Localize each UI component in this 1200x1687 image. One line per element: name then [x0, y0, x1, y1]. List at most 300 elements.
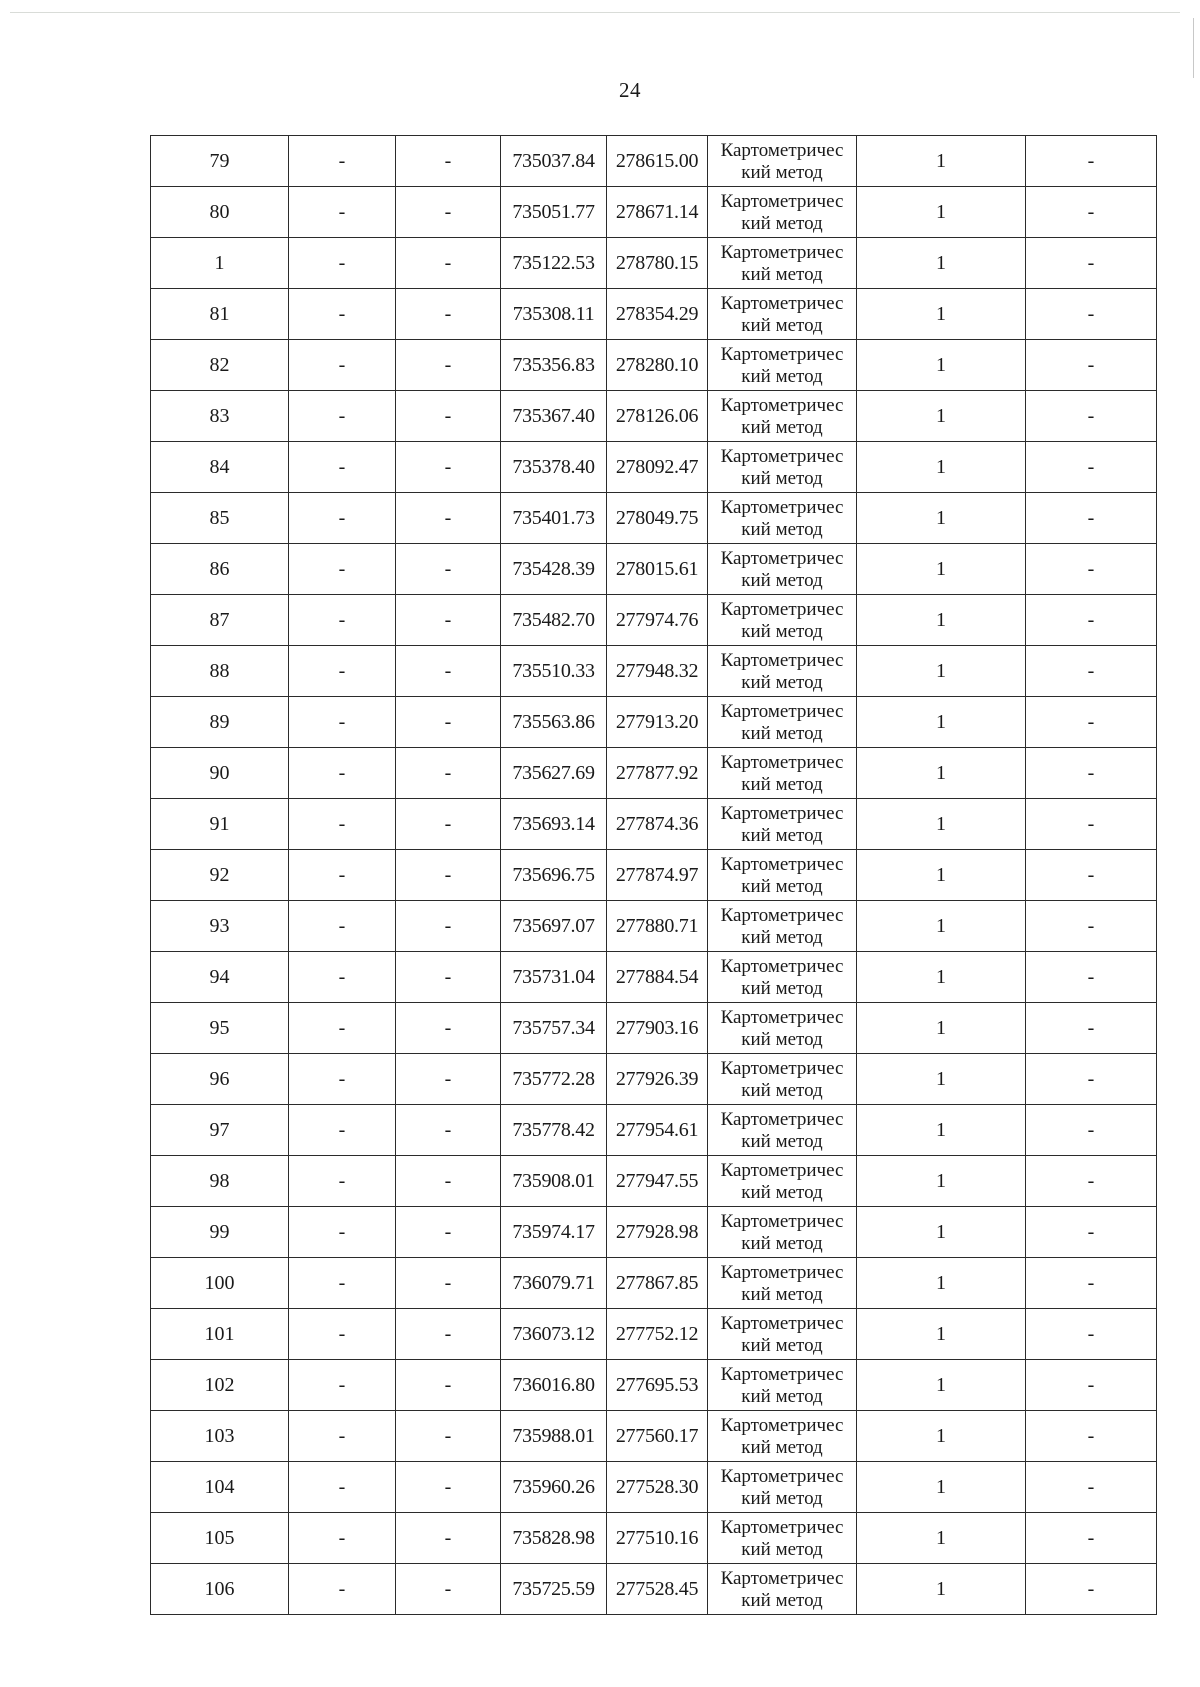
table-row: [151, 1054, 1157, 1105]
method-cell: [708, 595, 857, 646]
method-text-line: Картометричес: [720, 1568, 844, 1589]
method-text-line: кий метод: [741, 825, 823, 846]
method-text-line: кий метод: [741, 978, 823, 999]
y-coordinate-cell: 278354.29: [607, 289, 708, 340]
dash-cell: -: [1026, 1105, 1157, 1156]
point-number-cell: 99: [151, 1207, 289, 1258]
x-coordinate-cell: 735482.70: [501, 595, 607, 646]
method-cell: [708, 1258, 857, 1309]
point-number-cell: 80: [151, 187, 289, 238]
method-text-line: Картометричес: [720, 599, 844, 620]
method-text-line: кий метод: [741, 1233, 823, 1254]
method-text-line: кий метод: [741, 366, 823, 387]
x-coordinate-cell: 735356.83: [501, 340, 607, 391]
point-number-cell: 96: [151, 1054, 289, 1105]
x-coordinate-cell: 735697.07: [501, 901, 607, 952]
method-text-line: кий метод: [741, 723, 823, 744]
x-coordinate-cell: 735367.40: [501, 391, 607, 442]
dash-cell: -: [396, 646, 501, 697]
dash-cell: -: [1026, 697, 1157, 748]
dash-cell: -: [289, 850, 396, 901]
dash-cell: -: [396, 1054, 501, 1105]
point-number-cell: 98: [151, 1156, 289, 1207]
method-text-line: кий метод: [741, 1182, 823, 1203]
accuracy-cell: 1: [857, 748, 1026, 799]
point-number-cell: 93: [151, 901, 289, 952]
y-coordinate-cell: 277974.76: [607, 595, 708, 646]
x-coordinate-cell: 735308.11: [501, 289, 607, 340]
dash-cell: -: [396, 1360, 501, 1411]
x-coordinate-cell: 736073.12: [501, 1309, 607, 1360]
y-coordinate-cell: 277954.61: [607, 1105, 708, 1156]
y-coordinate-cell: 277926.39: [607, 1054, 708, 1105]
dash-cell: -: [396, 697, 501, 748]
method-text-line: Картометричес: [720, 446, 844, 467]
method-cell: [708, 391, 857, 442]
y-coordinate-cell: 278092.47: [607, 442, 708, 493]
dash-cell: -: [289, 289, 396, 340]
method-text-line: Картометричес: [720, 1160, 844, 1181]
dash-cell: -: [289, 748, 396, 799]
method-cell: [708, 187, 857, 238]
accuracy-cell: 1: [857, 901, 1026, 952]
accuracy-cell: 1: [857, 952, 1026, 1003]
dash-cell: -: [289, 1564, 396, 1615]
point-number-cell: 94: [151, 952, 289, 1003]
y-coordinate-cell: 278126.06: [607, 391, 708, 442]
table-row: [151, 1156, 1157, 1207]
method-text-line: Картометричес: [720, 650, 844, 671]
method-text-line: Картометричес: [720, 1211, 844, 1232]
dash-cell: -: [1026, 901, 1157, 952]
dash-cell: -: [289, 493, 396, 544]
y-coordinate-cell: 278780.15: [607, 238, 708, 289]
coordinates-table-body: [151, 136, 1157, 1615]
page-number: 24: [619, 78, 641, 102]
accuracy-cell: 1: [857, 442, 1026, 493]
table-row: [151, 748, 1157, 799]
method-text-line: Картометричес: [720, 344, 844, 365]
point-number-cell: 89: [151, 697, 289, 748]
table-row: [151, 1258, 1157, 1309]
x-coordinate-cell: 735725.59: [501, 1564, 607, 1615]
dash-cell: -: [396, 901, 501, 952]
dash-cell: -: [289, 442, 396, 493]
dash-cell: -: [1026, 595, 1157, 646]
table-row: [151, 697, 1157, 748]
point-number-cell: 104: [151, 1462, 289, 1513]
x-coordinate-cell: 735988.01: [501, 1411, 607, 1462]
point-number-cell: 85: [151, 493, 289, 544]
dash-cell: -: [396, 493, 501, 544]
accuracy-cell: 1: [857, 1309, 1026, 1360]
x-coordinate-cell: 735731.04: [501, 952, 607, 1003]
method-cell: [708, 1105, 857, 1156]
method-cell: [708, 136, 857, 187]
point-number-cell: 97: [151, 1105, 289, 1156]
method-text-line: кий метод: [741, 1437, 823, 1458]
method-cell: [708, 952, 857, 1003]
method-text-line: Картометричес: [720, 497, 844, 518]
dash-cell: -: [1026, 289, 1157, 340]
dash-cell: -: [1026, 442, 1157, 493]
table-row: [151, 391, 1157, 442]
point-number-cell: 95: [151, 1003, 289, 1054]
dash-cell: -: [1026, 1207, 1157, 1258]
method-cell: [708, 646, 857, 697]
method-cell: [708, 442, 857, 493]
y-coordinate-cell: 277884.54: [607, 952, 708, 1003]
method-text-line: кий метод: [741, 876, 823, 897]
method-text-line: кий метод: [741, 1488, 823, 1509]
method-text-line: кий метод: [741, 672, 823, 693]
method-text-line: кий метод: [741, 1386, 823, 1407]
method-cell: [708, 1003, 857, 1054]
point-number-cell: 83: [151, 391, 289, 442]
x-coordinate-cell: 735401.73: [501, 493, 607, 544]
table-row: [151, 1411, 1157, 1462]
method-text-line: Картометричес: [720, 1517, 844, 1538]
x-coordinate-cell: 735428.39: [501, 544, 607, 595]
table-row: [151, 1207, 1157, 1258]
dash-cell: -: [1026, 1309, 1157, 1360]
method-cell: [708, 493, 857, 544]
method-text-line: кий метод: [741, 1131, 823, 1152]
x-coordinate-cell: 735974.17: [501, 1207, 607, 1258]
dash-cell: -: [396, 187, 501, 238]
method-cell: [708, 901, 857, 952]
point-number-cell: 105: [151, 1513, 289, 1564]
x-coordinate-cell: 735627.69: [501, 748, 607, 799]
dash-cell: -: [1026, 646, 1157, 697]
method-text-line: Картометричес: [720, 191, 844, 212]
dash-cell: -: [396, 850, 501, 901]
table-row: [151, 1513, 1157, 1564]
table-row: [151, 136, 1157, 187]
accuracy-cell: 1: [857, 799, 1026, 850]
method-text-line: кий метод: [741, 1590, 823, 1611]
y-coordinate-cell: 278049.75: [607, 493, 708, 544]
x-coordinate-cell: 735757.34: [501, 1003, 607, 1054]
dash-cell: -: [396, 136, 501, 187]
dash-cell: -: [396, 544, 501, 595]
table-row: [151, 595, 1157, 646]
dash-cell: -: [396, 1309, 501, 1360]
method-cell: [708, 1207, 857, 1258]
point-number-cell: 91: [151, 799, 289, 850]
x-coordinate-cell: 736079.71: [501, 1258, 607, 1309]
point-number-cell: 1: [151, 238, 289, 289]
y-coordinate-cell: 277528.30: [607, 1462, 708, 1513]
x-coordinate-cell: 735772.28: [501, 1054, 607, 1105]
accuracy-cell: 1: [857, 1156, 1026, 1207]
dash-cell: -: [289, 697, 396, 748]
accuracy-cell: 1: [857, 1513, 1026, 1564]
table-row: [151, 1309, 1157, 1360]
dash-cell: -: [396, 289, 501, 340]
dash-cell: -: [289, 238, 396, 289]
accuracy-cell: 1: [857, 697, 1026, 748]
method-cell: [708, 1156, 857, 1207]
dash-cell: -: [396, 1156, 501, 1207]
method-cell: [708, 850, 857, 901]
table-row: [151, 187, 1157, 238]
x-coordinate-cell: 735378.40: [501, 442, 607, 493]
method-text-line: Картометричес: [720, 140, 844, 161]
table-row: [151, 544, 1157, 595]
dash-cell: -: [1026, 1003, 1157, 1054]
x-coordinate-cell: 735563.86: [501, 697, 607, 748]
y-coordinate-cell: 277867.85: [607, 1258, 708, 1309]
dash-cell: -: [1026, 1411, 1157, 1462]
dash-cell: -: [289, 1003, 396, 1054]
y-coordinate-cell: 277695.53: [607, 1360, 708, 1411]
table-row: [151, 952, 1157, 1003]
point-number-cell: 82: [151, 340, 289, 391]
dash-cell: -: [1026, 187, 1157, 238]
method-text-line: Картометричес: [720, 854, 844, 875]
method-text-line: Картометричес: [720, 1364, 844, 1385]
point-number-cell: 88: [151, 646, 289, 697]
accuracy-cell: 1: [857, 1564, 1026, 1615]
method-text-line: Картометричес: [720, 548, 844, 569]
y-coordinate-cell: 277903.16: [607, 1003, 708, 1054]
accuracy-cell: 1: [857, 850, 1026, 901]
method-text-line: кий метод: [741, 621, 823, 642]
dash-cell: -: [396, 442, 501, 493]
method-text-line: Картометричес: [720, 242, 844, 263]
table-row: [151, 799, 1157, 850]
point-number-cell: 84: [151, 442, 289, 493]
dash-cell: -: [396, 391, 501, 442]
method-text-line: Картометричес: [720, 1109, 844, 1130]
page-right-edge-mark: [1193, 18, 1194, 78]
x-coordinate-cell: 735510.33: [501, 646, 607, 697]
dash-cell: -: [1026, 952, 1157, 1003]
dash-cell: -: [396, 340, 501, 391]
method-text-line: кий метод: [741, 570, 823, 591]
dash-cell: -: [289, 187, 396, 238]
y-coordinate-cell: 277528.45: [607, 1564, 708, 1615]
accuracy-cell: 1: [857, 391, 1026, 442]
method-text-line: кий метод: [741, 774, 823, 795]
table-row: [151, 901, 1157, 952]
method-text-line: кий метод: [741, 927, 823, 948]
method-text-line: Картометричес: [720, 1007, 844, 1028]
method-cell: [708, 289, 857, 340]
dash-cell: -: [289, 1207, 396, 1258]
x-coordinate-cell: 735778.42: [501, 1105, 607, 1156]
accuracy-cell: 1: [857, 187, 1026, 238]
dash-cell: -: [396, 1513, 501, 1564]
x-coordinate-cell: 735037.84: [501, 136, 607, 187]
method-text-line: кий метод: [741, 1029, 823, 1050]
dash-cell: -: [1026, 340, 1157, 391]
coordinates-table: [150, 135, 1157, 1615]
method-cell: [708, 1054, 857, 1105]
dash-cell: -: [1026, 799, 1157, 850]
method-text-line: Картометричес: [720, 905, 844, 926]
accuracy-cell: 1: [857, 1105, 1026, 1156]
point-number-cell: 100: [151, 1258, 289, 1309]
table-row: [151, 238, 1157, 289]
method-text-line: кий метод: [741, 213, 823, 234]
x-coordinate-cell: 735696.75: [501, 850, 607, 901]
method-text-line: кий метод: [741, 417, 823, 438]
dash-cell: -: [396, 1003, 501, 1054]
dash-cell: -: [289, 1258, 396, 1309]
dash-cell: -: [396, 595, 501, 646]
y-coordinate-cell: 277752.12: [607, 1309, 708, 1360]
dash-cell: -: [396, 1105, 501, 1156]
dash-cell: -: [1026, 1513, 1157, 1564]
method-cell: [708, 697, 857, 748]
x-coordinate-cell: 735960.26: [501, 1462, 607, 1513]
y-coordinate-cell: 277948.32: [607, 646, 708, 697]
accuracy-cell: 1: [857, 340, 1026, 391]
accuracy-cell: 1: [857, 238, 1026, 289]
method-text-line: кий метод: [741, 162, 823, 183]
dash-cell: -: [289, 1156, 396, 1207]
method-cell: [708, 1411, 857, 1462]
accuracy-cell: 1: [857, 493, 1026, 544]
dash-cell: -: [289, 952, 396, 1003]
point-number-cell: 101: [151, 1309, 289, 1360]
dash-cell: -: [289, 901, 396, 952]
dash-cell: -: [289, 1309, 396, 1360]
method-text-line: Картометричес: [720, 395, 844, 416]
method-text-line: Картометричес: [720, 1058, 844, 1079]
point-number-cell: 92: [151, 850, 289, 901]
dash-cell: -: [396, 238, 501, 289]
dash-cell: -: [289, 136, 396, 187]
dash-cell: -: [396, 1258, 501, 1309]
method-cell: [708, 1513, 857, 1564]
dash-cell: -: [1026, 544, 1157, 595]
dash-cell: -: [1026, 1156, 1157, 1207]
dash-cell: -: [1026, 1462, 1157, 1513]
dash-cell: -: [1026, 136, 1157, 187]
method-cell: [708, 799, 857, 850]
x-coordinate-cell: 735828.98: [501, 1513, 607, 1564]
method-cell: [708, 544, 857, 595]
method-cell: [708, 1309, 857, 1360]
table-row: [151, 493, 1157, 544]
table-row: [151, 1003, 1157, 1054]
point-number-cell: 87: [151, 595, 289, 646]
accuracy-cell: 1: [857, 136, 1026, 187]
method-text-line: кий метод: [741, 519, 823, 540]
method-text-line: кий метод: [741, 315, 823, 336]
method-text-line: кий метод: [741, 264, 823, 285]
method-text-line: Картометричес: [720, 1415, 844, 1436]
dash-cell: -: [289, 1105, 396, 1156]
x-coordinate-cell: 736016.80: [501, 1360, 607, 1411]
dash-cell: -: [396, 748, 501, 799]
y-coordinate-cell: 277510.16: [607, 1513, 708, 1564]
method-text-line: кий метод: [741, 1335, 823, 1356]
table-row: [151, 1360, 1157, 1411]
dash-cell: -: [289, 340, 396, 391]
dash-cell: -: [1026, 1054, 1157, 1105]
point-number-cell: 86: [151, 544, 289, 595]
dash-cell: -: [396, 1411, 501, 1462]
dash-cell: -: [289, 1462, 396, 1513]
point-number-cell: 79: [151, 136, 289, 187]
accuracy-cell: 1: [857, 289, 1026, 340]
method-text-line: кий метод: [741, 1539, 823, 1560]
method-cell: [708, 1462, 857, 1513]
method-text-line: кий метод: [741, 1080, 823, 1101]
dash-cell: -: [289, 1360, 396, 1411]
dash-cell: -: [289, 391, 396, 442]
table-row: [151, 1564, 1157, 1615]
accuracy-cell: 1: [857, 1258, 1026, 1309]
x-coordinate-cell: 735693.14: [501, 799, 607, 850]
table-row: [151, 1462, 1157, 1513]
accuracy-cell: 1: [857, 1207, 1026, 1258]
table-row: [151, 289, 1157, 340]
method-text-line: Картометричес: [720, 956, 844, 977]
method-cell: [708, 1360, 857, 1411]
point-number-cell: 90: [151, 748, 289, 799]
method-text-line: Картометричес: [720, 752, 844, 773]
dash-cell: -: [1026, 493, 1157, 544]
dash-cell: -: [396, 1462, 501, 1513]
accuracy-cell: 1: [857, 1054, 1026, 1105]
point-number-cell: 106: [151, 1564, 289, 1615]
y-coordinate-cell: 278280.10: [607, 340, 708, 391]
method-cell: [708, 1564, 857, 1615]
dash-cell: -: [1026, 850, 1157, 901]
method-cell: [708, 748, 857, 799]
y-coordinate-cell: 277874.36: [607, 799, 708, 850]
dash-cell: -: [1026, 391, 1157, 442]
point-number-cell: 103: [151, 1411, 289, 1462]
y-coordinate-cell: 277913.20: [607, 697, 708, 748]
y-coordinate-cell: 277877.92: [607, 748, 708, 799]
dash-cell: -: [396, 799, 501, 850]
y-coordinate-cell: 277874.97: [607, 850, 708, 901]
y-coordinate-cell: 277947.55: [607, 1156, 708, 1207]
dash-cell: -: [1026, 748, 1157, 799]
dash-cell: -: [289, 1411, 396, 1462]
accuracy-cell: 1: [857, 1360, 1026, 1411]
y-coordinate-cell: 277928.98: [607, 1207, 708, 1258]
accuracy-cell: 1: [857, 595, 1026, 646]
method-text-line: Картометричес: [720, 803, 844, 824]
dash-cell: -: [396, 952, 501, 1003]
method-text-line: Картометричес: [720, 293, 844, 314]
dash-cell: -: [396, 1207, 501, 1258]
y-coordinate-cell: 278671.14: [607, 187, 708, 238]
dash-cell: -: [1026, 1360, 1157, 1411]
page-top-edge-line: [10, 12, 1180, 13]
y-coordinate-cell: 278615.00: [607, 136, 708, 187]
table-row: [151, 340, 1157, 391]
dash-cell: -: [1026, 238, 1157, 289]
method-cell: [708, 238, 857, 289]
method-text-line: кий метод: [741, 1284, 823, 1305]
table-row: [151, 442, 1157, 493]
method-text-line: Картометричес: [720, 701, 844, 722]
y-coordinate-cell: 278015.61: [607, 544, 708, 595]
point-number-cell: 102: [151, 1360, 289, 1411]
method-text-line: кий метод: [741, 468, 823, 489]
method-cell: [708, 340, 857, 391]
accuracy-cell: 1: [857, 646, 1026, 697]
method-text-line: Картометричес: [720, 1262, 844, 1283]
